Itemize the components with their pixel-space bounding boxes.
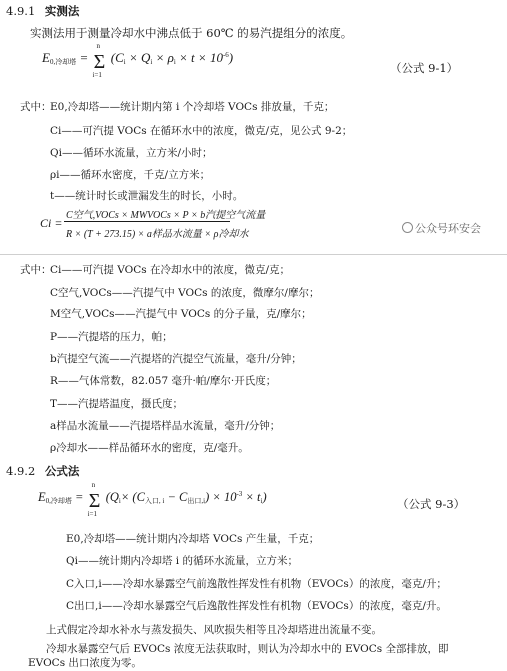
formula-sub-out: 出口,i [187, 497, 206, 505]
def-item: P——汽提塔的压力，帕； [50, 331, 173, 343]
def-item: T——汽提塔温度，摄氏度； [50, 398, 184, 410]
formula-lhs-sub: 0,冷却塔 [45, 497, 72, 505]
formula-term-q: (Q [105, 490, 119, 504]
sum-bottom: i=1 [92, 71, 102, 79]
formula-close: ) [262, 490, 267, 504]
sum-sign: n Σ i=1 [92, 42, 106, 79]
sum-bottom: i=1 [87, 510, 97, 518]
section-number: 4.9.2 [6, 464, 36, 478]
sum-top: n [91, 481, 96, 489]
where-label-2: 式中： [20, 264, 52, 276]
formula-sub-i: i [150, 58, 153, 66]
formula-term-t: × t [242, 490, 261, 504]
sum-top: n [96, 42, 100, 50]
fraction-line [64, 221, 230, 222]
def-item: C出口,i——冷却水暴露空气后逸散性挥发性有机物（EVOCs）的浓度，毫克/升。 [66, 600, 447, 612]
watermark [402, 220, 481, 236]
def-item: ρ冷却水——样品循环水的密度，克/毫升。 [50, 442, 249, 454]
formula-exp: -3 [236, 490, 243, 498]
assumption-text: 上式假定冷却水补水与蒸发损失、风吹损失相等且冷却塔进出流量不变。 [46, 624, 382, 636]
formula-lhs-sub: 0,冷却塔 [49, 58, 77, 66]
def-item: M空气,VOCs——汽提气中 VOCs 的分子量，克/摩尔； [50, 308, 312, 320]
formula-lhs: E [38, 490, 46, 504]
section-heading-4-9-2 [6, 463, 79, 479]
formula-eq: = [75, 490, 84, 504]
formula-9-3-tag: （公式 9-3） [397, 497, 466, 511]
formula-term-factor: ) × 10 [205, 490, 237, 504]
formula-term-t: × t × 10 [179, 50, 223, 65]
def-item: E0,冷却塔——统计期内第 i 个冷却塔 VOCs 排放量，千克； [50, 101, 335, 113]
formula-term-cout: − C [164, 490, 188, 504]
formula-exp: -6 [222, 51, 229, 59]
formula-9-1 [42, 42, 234, 79]
wechat-icon [402, 222, 413, 233]
def-item: C空气,VOCs——汽提气中 VOCs 的浓度，微摩尔/摩尔； [50, 287, 320, 299]
def-item: E0,冷却塔——统计期内冷却塔 VOCs 产生量，千克； [66, 533, 320, 545]
formula-sub-i: i [123, 58, 126, 66]
formula-9-2-denominator: R × (T + 273.15) × a样品水流量 × ρ冷却水 [66, 229, 249, 240]
formula-term-c: (C [110, 50, 124, 65]
note-text-line2: EVOCs 出口浓度为零。 [28, 657, 142, 669]
formula-9-3 [38, 481, 267, 518]
watermark-text: 公众号环安会 [415, 222, 481, 235]
def-item: t——统计时长或泄漏发生的时长，小时。 [50, 190, 244, 202]
def-item: R——气体常数，82.057 毫升·帕/摩尔·开氏度； [50, 375, 277, 387]
formula-sub-i: i [173, 58, 176, 66]
formula-sub-in: 入口, i [144, 497, 165, 505]
def-item: C入口,i——冷却水暴露空气前逸散性挥发性有机物（EVOCs）的浓度，毫克/升； [66, 578, 447, 590]
formula-9-2-lhs: Ci = [40, 216, 63, 230]
page-divider [0, 254, 507, 255]
note-text-line1: 冷却水暴露空气后 EVOCs 浓度无法获取时，则认为冷却水中的 EVOCs 全部排放，即 [46, 643, 449, 655]
formula-sub-i: i [260, 497, 263, 505]
def-item: b汽提空气流——汽提塔的汽提空气流量，毫升/分钟； [50, 353, 302, 365]
sum-sign: n Σ i=1 [87, 481, 101, 518]
formula-term-rho: × ρ [155, 50, 174, 65]
section-heading-4-9-1 [6, 3, 79, 19]
formula-close: ) [228, 50, 234, 65]
section-number: 4.9.1 [6, 4, 36, 18]
formula-9-1-tag: （公式 9-1） [390, 61, 459, 75]
formula-term-q: × Q [128, 50, 151, 65]
def-item: Ci——可汽提 VOCs 在循环水中的浓度，微克/克，见公式 9-2； [50, 125, 353, 137]
formula-lhs: E [42, 50, 50, 65]
def-item: Ci——可汽提 VOCs 在冷却水中的浓度，微克/克； [50, 264, 291, 276]
intro-text: 实测法用于测量冷却水中沸点低于 60℃ 的易汽提组分的浓度。 [30, 26, 353, 40]
where-label: 式中： [20, 101, 52, 113]
def-item: ρi——循环水密度，千克/立方米； [50, 169, 211, 181]
section-title: 公式法 [44, 464, 80, 478]
def-item: Qi——统计期内冷却塔 i 的循环水流量，立方米； [66, 555, 298, 567]
formula-sub-i: i [118, 497, 121, 505]
formula-eq: = [79, 50, 89, 65]
def-item: Qi——循环水流量，立方米/小时； [50, 147, 213, 159]
def-item: a样品水流量——汽提塔样品水流量，毫升/分钟； [50, 420, 281, 432]
section-title: 实测法 [44, 4, 80, 18]
formula-term-cin: × (C [120, 490, 145, 504]
formula-9-2-numerator: C空气,VOCs × MWVOCs × P × b汽提空气流量 [66, 210, 266, 221]
